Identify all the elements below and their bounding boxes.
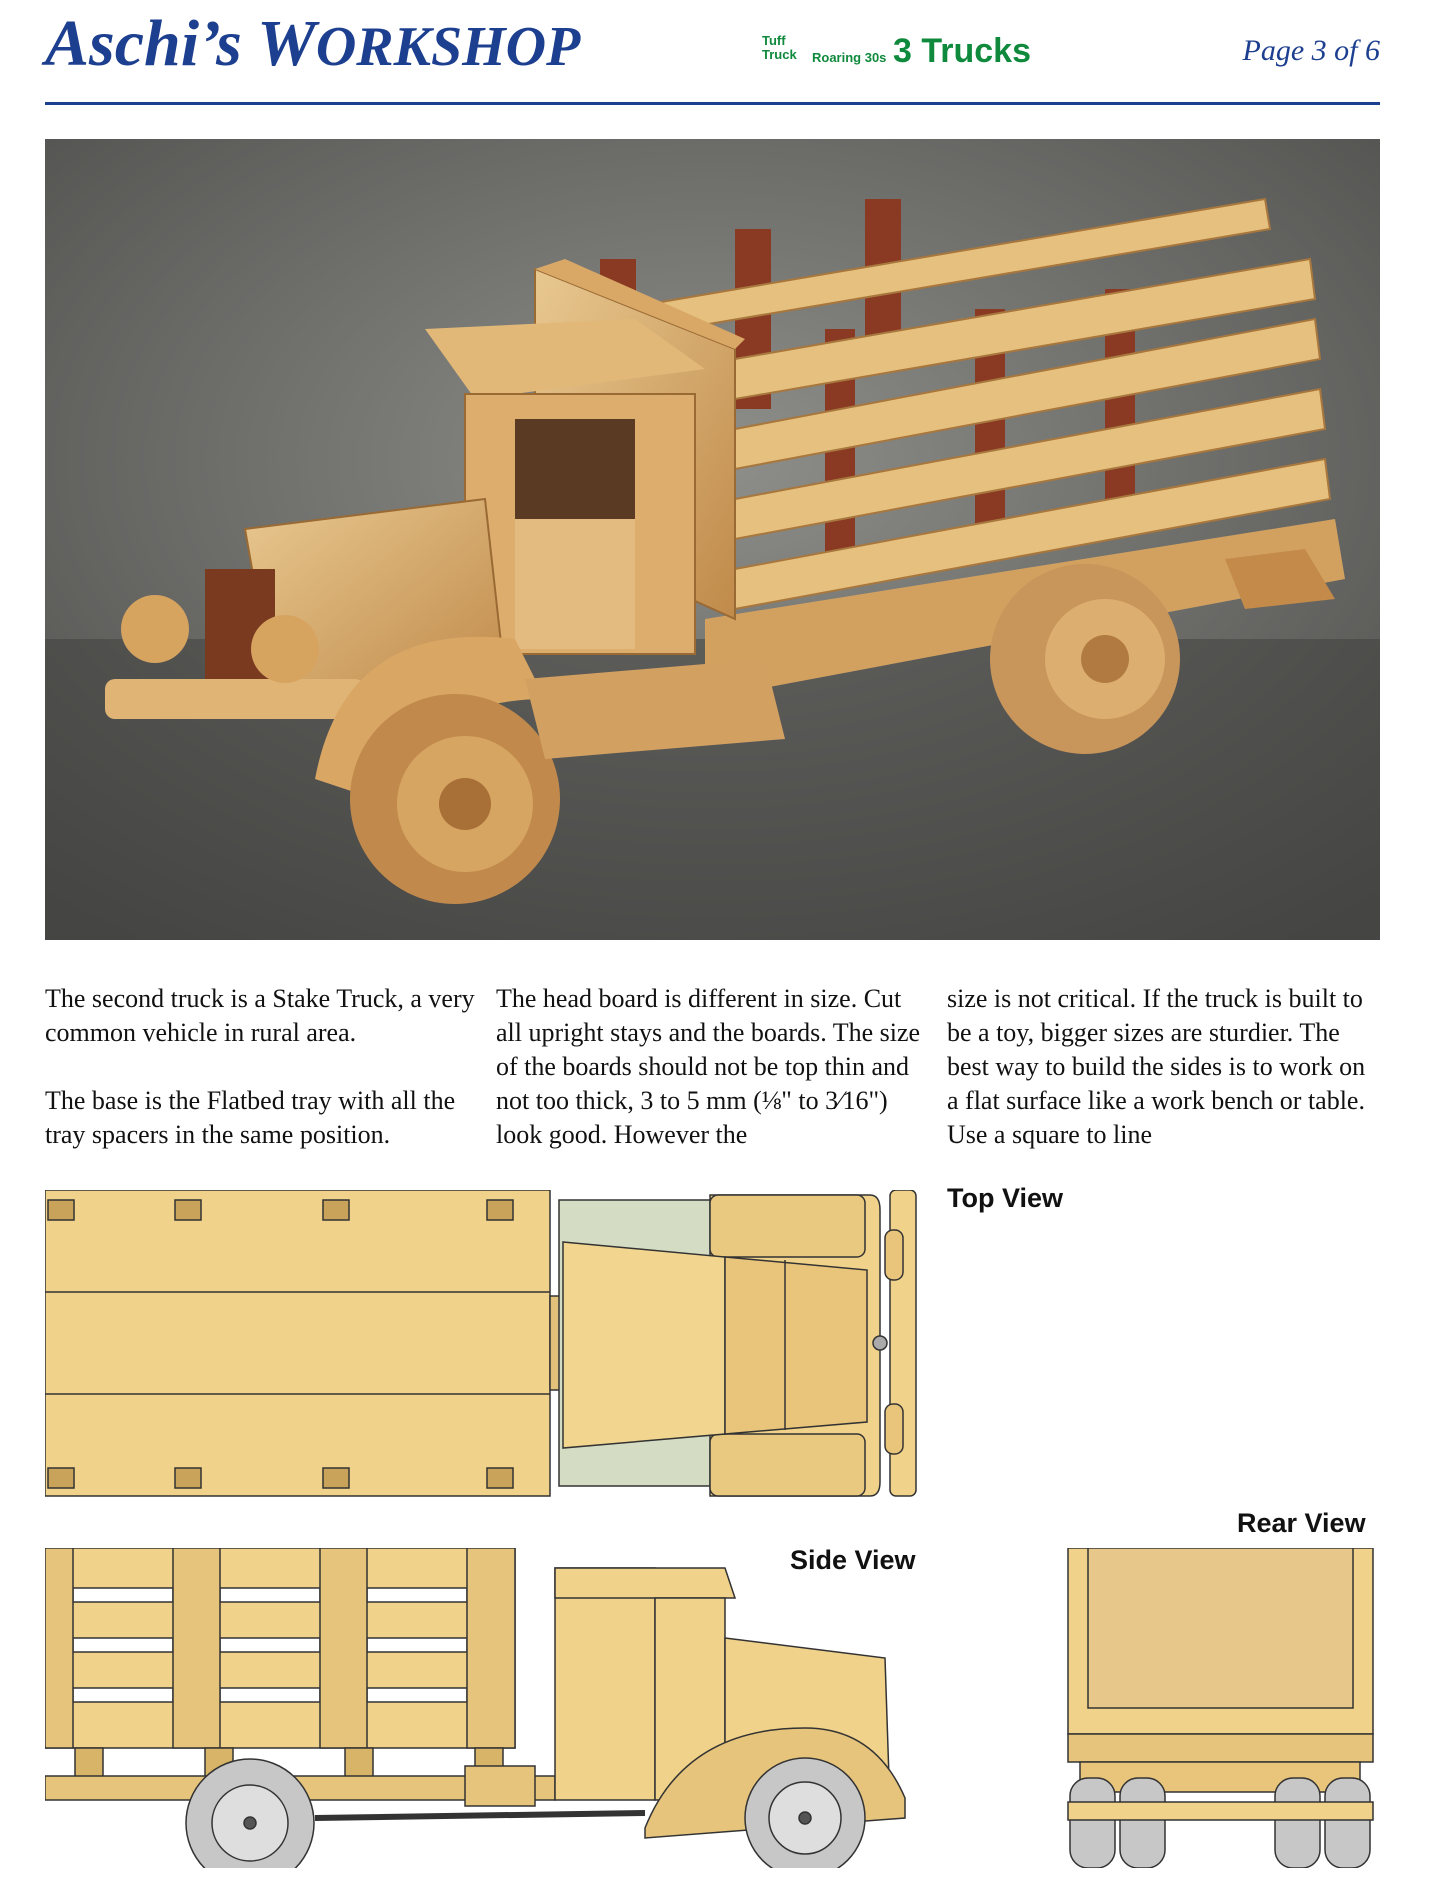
paragraph-base: The base is the Flatbed tray with all the tray spacers in the same position. (45, 1086, 456, 1149)
brand-title: Aschi’s WORKSHOP (45, 7, 581, 80)
rear-view-drawing (1060, 1548, 1380, 1868)
rear-view-label: Rear View (1237, 1508, 1366, 1538)
top-view-label: Top View (947, 1183, 1064, 1213)
page-header (45, 0, 1380, 105)
text-column-2 (496, 982, 926, 1152)
text-column-3 (947, 982, 1377, 1152)
side-view-label: Side View (790, 1545, 916, 1575)
series-tuff-truck: Tuff Truck (762, 33, 797, 62)
top-view-drawing (45, 1190, 930, 1502)
truck-photo (45, 139, 1380, 940)
text-column-1 (45, 982, 475, 1152)
series-3-trucks: 3 Trucks (893, 32, 1031, 70)
page-number: Page 3 of 6 (1242, 34, 1380, 67)
paragraph-stake-truck-intro: The second truck is a Stake Truck, a very common vehicle in rural area. (45, 984, 475, 1047)
paragraph-head-board: The head board is different in size. Cut all upright stays and the boards. The size of the boards should not be top thin and not too thick, 3 to 5 mm (⅛" to 3⁄16") look good. However the (496, 984, 921, 1149)
paragraph-size: size is not critical. If the truck is built to be a toy, bigger sizes are sturdier. The best way to build the sides is to work on a flat surface like a work bench or table. Use a square to line (947, 984, 1366, 1149)
side-view-drawing (45, 1548, 930, 1868)
series-roaring-30s: Roaring 30s (812, 50, 887, 65)
